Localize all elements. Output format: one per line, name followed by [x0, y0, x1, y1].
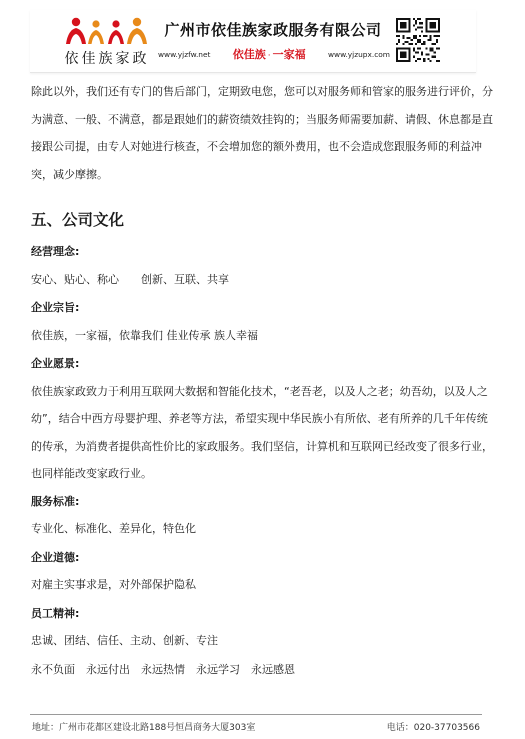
purpose-label: 企业宗旨: [31, 301, 80, 314]
ethics-value: 对雇主实事求是，对外部保护隐私 [31, 578, 196, 591]
spirit-value-2: 永不负面 永远付出 永远热情 永远学习 永远感恩 [31, 662, 295, 676]
purpose-value: 依佳族，一家福，依靠我们 佳业传承 族人幸福 [31, 328, 258, 342]
intro-paragraph: 除此以外，我们还有专门的售后部门，定期致电您，您可以对服务师和管家的服务进行评价，分为满意、一般、不满意，都是跟她们的薪资绩效挂钩的；当服务师需要加薪、请假、休息都是直接跟公司提，由专人对她进行核查，不会增加您的额外费用，也不会造成您跟服务师的利益冲突，减少摩擦。 [31, 85, 493, 181]
concept-label: 经营理念: [31, 245, 80, 258]
company-logo [54, 14, 160, 70]
letterhead [30, 10, 476, 73]
footer-phone: 电话：020-37703566 [386, 723, 480, 733]
service-label: 服务标准: [31, 494, 80, 508]
service-value: 专业化、标准化、差异化，特色化 [31, 522, 196, 535]
website-left: www.yjzfw.net [158, 49, 211, 59]
qr-code-icon [396, 18, 440, 62]
vision-label: 企业愿景: [31, 357, 80, 370]
ethics-label: 企业道德: [31, 550, 80, 564]
family-figures-icon [54, 14, 160, 46]
website-line [158, 47, 390, 61]
spirit-label: 员工精神: [31, 606, 80, 620]
concept-value: 安心、贴心、称心 创新、互联、共享 [31, 272, 229, 286]
vision-value: 依佳族家政致力于利用互联网大数据和智能化技术，“老吾老，以及人之老；幼吾幼，以及人之幼”，结合中西方母婴护理、养老等方法，希望实现中华民族小有所依、老有所养的几千年传统的传承，为消费者提供高性价比的家政服务。我们坚信，计算机和互联网已经改变了很多行业，也同样能改变家政行业。 [31, 384, 493, 480]
footer-address: 地址：广州市花都区建设北路188号恒昌商务大厦303室 [32, 723, 256, 733]
logo-text: 依佳族家政 [64, 51, 150, 67]
website-right: www.yjzupx.com [328, 49, 390, 59]
footer-divider [30, 714, 482, 715]
spirit-value-1: 忠诚、团结、信任、主动、创新、专注 [31, 634, 218, 647]
brand-separator: · [267, 51, 271, 61]
company-name: 广州市依佳族家政服务有限公司 [164, 21, 382, 39]
section-title: 五、公司文化 [31, 211, 125, 229]
document-body [31, 78, 497, 684]
brand-slogan-group [233, 46, 306, 62]
brand-name: 依佳族 [232, 48, 266, 61]
brand-slogan: 一家福 [272, 48, 306, 61]
